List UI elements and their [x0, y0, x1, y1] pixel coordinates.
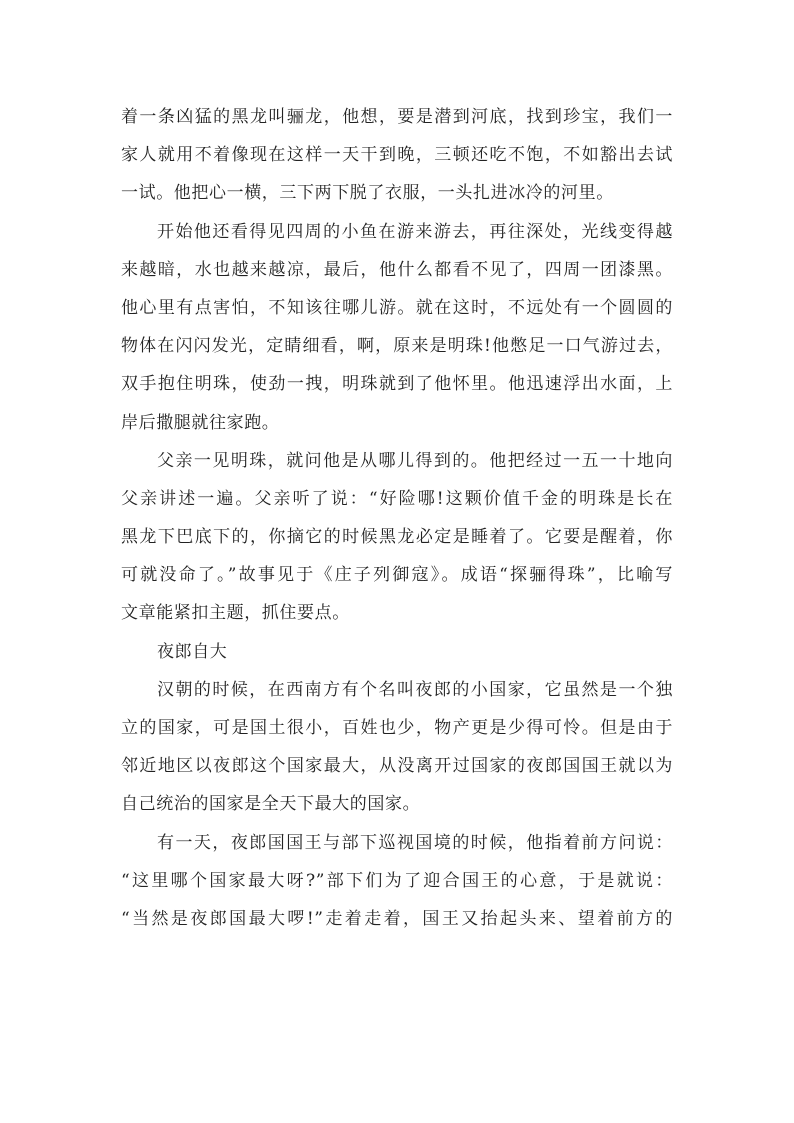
- document-body: [121, 98, 673, 938]
- text-line: “这里哪个国家最大呀?”部下们为了迎合国王的心意，于是就说：: [121, 870, 673, 891]
- paragraph-first-line: 父亲一见明珠，就问他是从哪儿得到的。他把经过一五一十地向: [157, 450, 673, 471]
- text-line: 可就没命了。”故事见于《庄子列御寇》。成语“探骊得珠”，比喻写: [121, 565, 673, 586]
- paragraph-first-line: 有一天，夜郎国国王与部下巡视国境的时候，他指着前方问说：: [157, 832, 673, 853]
- text-line: 家人就用不着像现在这样一天干到晚，三顿还吃不饱，不如豁出去试: [121, 145, 673, 166]
- paragraph-first-line: 开始他还看得见四周的小鱼在游来游去，再往深处，光线变得越: [157, 221, 673, 242]
- text-line: 立的国家，可是国土很小，百姓也少，物产更是少得可怜。但是由于: [121, 718, 673, 738]
- text-line: 邻近地区以夜郎这个国家最大，从没离开过国家的夜郎国国王就以为: [121, 756, 673, 777]
- text-line: “当然是夜郎国最大啰!”走着走着，国王又抬起头来、望着前方的: [121, 908, 673, 929]
- text-line: 自己统治的国家是全天下最大的国家。: [121, 794, 421, 815]
- text-line: 父亲讲述一遍。父亲听了说：“好险哪!这颗价值千金的明珠是长在: [121, 488, 673, 509]
- text-line: 文章能紧扣主题，抓住要点。: [121, 603, 350, 624]
- text-line: 一试。他把心一横，三下两下脱了衣服，一头扎进冰冷的河里。: [121, 183, 614, 204]
- text-line: 物体在闪闪发光，定睛细看，啊，原来是明珠!他憋足一口气游过去，: [121, 336, 673, 357]
- text-line: 着一条凶猛的黑龙叫骊龙，他想，要是潜到河底，找到珍宝，我们一: [121, 107, 673, 127]
- text-line: 他心里有点害怕，不知该往哪儿游。就在这时，不远处有一个圆圆的: [121, 297, 673, 318]
- text-line: 黑龙下巴底下的，你摘它的时候黑龙必定是睡着了。它要是醒着，你: [121, 527, 673, 548]
- text-line: 岸后撒腿就往家跑。: [121, 412, 280, 433]
- paragraph-first-line: 夜郎自大: [157, 641, 228, 662]
- text-line: 双手抱住明珠，使劲一拽，明珠就到了他怀里。他迅速浮出水面，上: [121, 374, 673, 395]
- text-line: 来越暗，水也越来越凉，最后，他什么都看不见了，四周一团漆黑。: [121, 259, 673, 280]
- paragraph-first-line: 汉朝的时候，在西南方有个名叫夜郎的小国家，它虽然是一个独: [157, 679, 673, 700]
